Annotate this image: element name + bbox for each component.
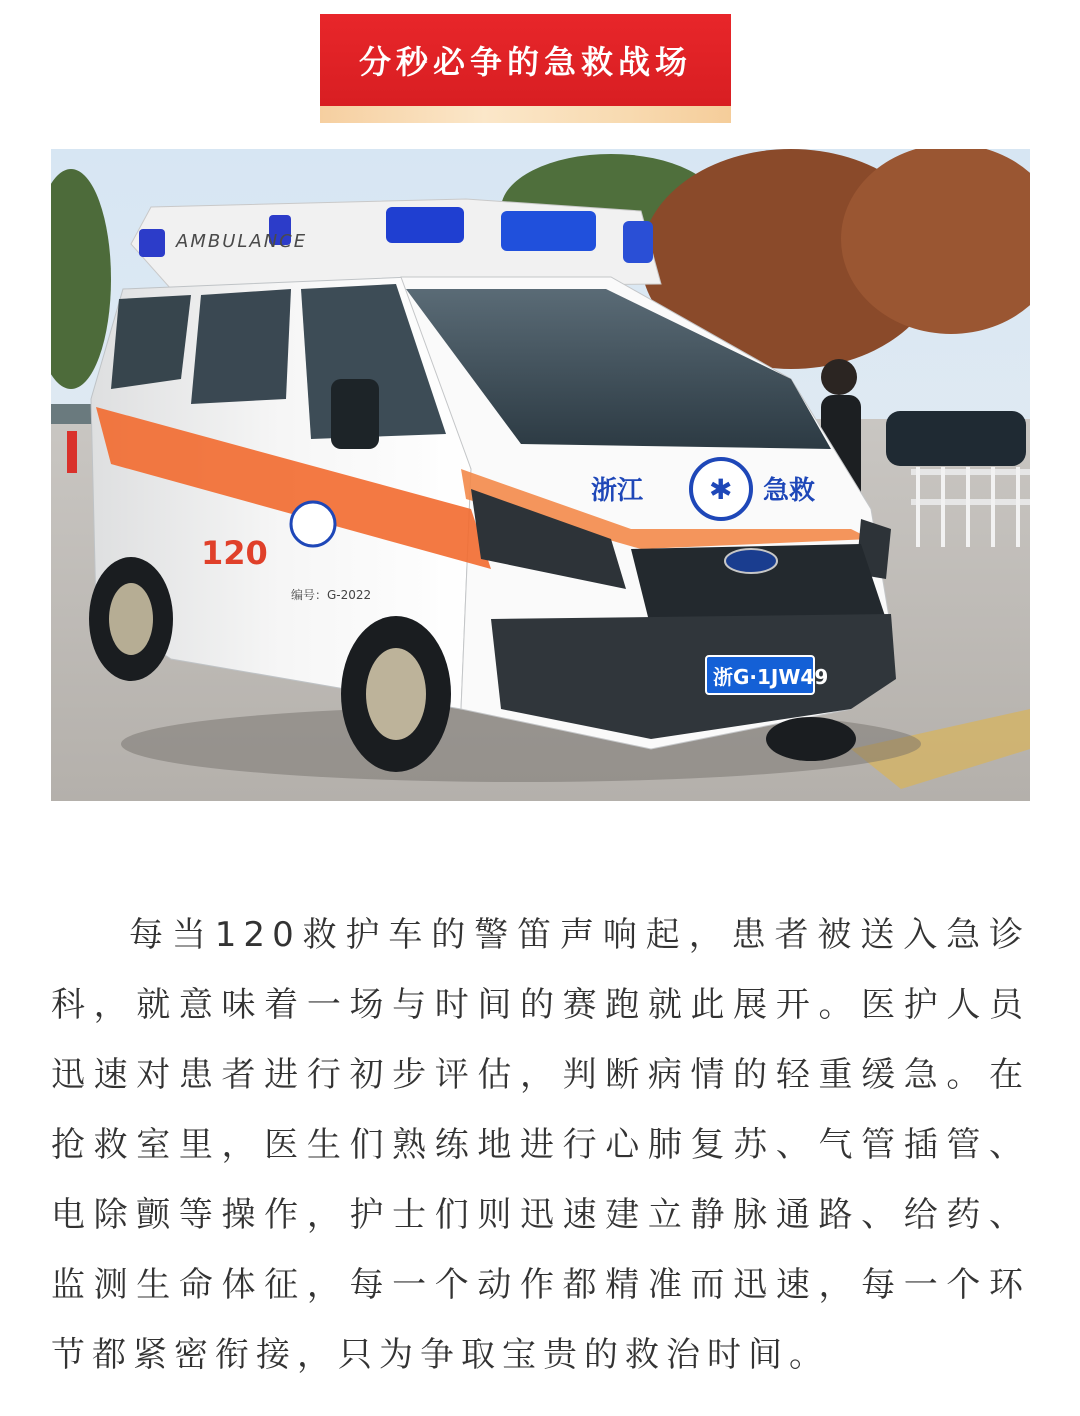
- star-of-life-icon: ✱: [709, 473, 733, 506]
- side-mirror: [331, 379, 379, 449]
- door-code: 编号：G-2022: [291, 588, 372, 602]
- bollard: [67, 431, 77, 473]
- front-right-wheel: [766, 717, 856, 761]
- banner-title: 分秒必争的急救战场: [358, 43, 692, 81]
- roof-light-front-right: [623, 221, 653, 263]
- banner-red-block: [320, 14, 731, 106]
- middle-window: [191, 289, 291, 404]
- license-plate-text: 浙G·1JW49: [713, 665, 829, 689]
- front-wheel: [341, 616, 451, 772]
- roof-ambulance-text: AMBULANCE: [176, 231, 308, 252]
- hood-text-right: 急救: [763, 476, 816, 506]
- roof-light-front-center: [501, 211, 596, 251]
- rear-window: [111, 295, 191, 389]
- brand-badge: [725, 549, 777, 573]
- roof-light-front-left: [386, 207, 464, 243]
- door-emblem: [291, 502, 335, 546]
- banner-gold-strip: [320, 106, 731, 123]
- door-number: 120: [201, 534, 268, 572]
- ambulance-photo: [51, 149, 1030, 801]
- hood-text-left: 浙江: [591, 476, 644, 506]
- parked-car: [886, 411, 1026, 466]
- ambulance-illustration: [51, 149, 1030, 801]
- roof-light-left: [139, 229, 165, 257]
- rear-wheel: [89, 557, 173, 681]
- article-paragraph: 每当120救护车的警笛声响起，患者被送入急诊科，就意味着一场与时间的赛跑就此展开。医护人员迅速对患者进行初步评估，判断病情的轻重缓急。在抢救室里，医生们熟练地进行心肺复苏、气管插管、电除颤等操作，护士们则迅速建立静脉通路、给药、监测生命体征，每一个动作都精准而迅速，每一个环节都紧密衔接，只为争取宝贵的救治时间。: [51, 915, 1030, 1375]
- section-banner: [320, 14, 731, 123]
